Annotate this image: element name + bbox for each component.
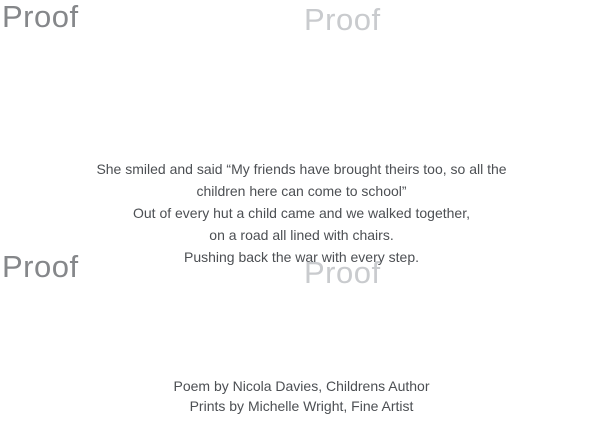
poem-line-3: Out of every hut a child came and we walked together, — [133, 205, 470, 221]
poem-line-2: children here can come to school” — [196, 183, 407, 199]
proof-watermark-top-center: Proof — [304, 2, 381, 37]
poem-line-5: Pushing back the war with every step. — [183, 249, 419, 265]
poem-text — [0, 158, 603, 268]
proof-watermark-mid-left: Proof — [2, 249, 79, 284]
poem-line-1: She smiled and said “My friends have brought theirs too, so all the — [96, 161, 507, 177]
proof-watermark-mid-center: Proof — [304, 255, 381, 290]
poem-author-credit: Poem by Nicola Davies, Childrens Author — [173, 378, 430, 394]
print-artist-credit: Prints by Michelle Wright, Fine Artist — [189, 398, 414, 414]
poem-line-4: on a road all lined with chairs. — [209, 227, 394, 243]
proof-watermark-top-left: Proof — [2, 0, 79, 34]
credits — [0, 376, 603, 416]
